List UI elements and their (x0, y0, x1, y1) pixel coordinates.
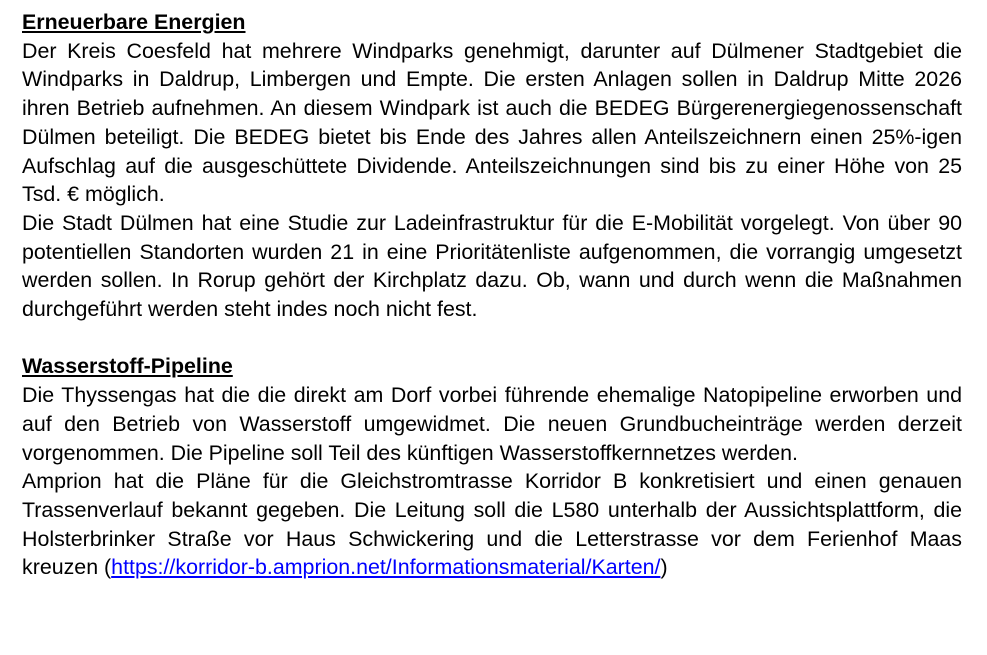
paragraph-amprion-suffix: ) (660, 555, 668, 580)
paragraph-thyssengas: Die Thyssengas hat die die direkt am Dorf vorbei führende ehemalige Natopipeline erworben und auf den Betrieb von Wasserstoff umgewidmet. Die neuen Grundbucheinträge werden derzeit vorgenommen. Die Pipeline soll Teil des künftigen Wasserstoffkernnetzes werden. (22, 383, 962, 465)
section-spacer (22, 324, 962, 353)
paragraph-windparks: Der Kreis Coesfeld hat mehrere Windparks genehmigt, darunter auf Dülmener Stadtgebiet die Windparks in Daldrup, Limbergen und Empte. Die ersten Anlagen sollen in Daldrup Mitte 2026 ihren Betrieb aufnehmen. An diesem Windpark ist auch die BEDEG Bürgerenergiegenossenschaft Dülmen beteiligt. Die BEDEG bietet bis Ende des Jahres allen Anteilszeichnern einen 25%-igen Aufschlag auf die ausgeschüttete Dividende. Anteilszeichnungen sind bis zu einer Höhe von 25 Tsd. € möglich. (22, 38, 962, 207)
section-heading-wasserstoff-pipeline: Wasserstoff-Pipeline (22, 354, 233, 379)
paragraph-ladeinfrastruktur: Die Stadt Dülmen hat eine Studie zur Ladeinfrastruktur für die E-Mobilität vorgelegt. Von über 90 potentiellen Standorten wurden 21 in eine Prioritätenliste aufgenommen, die vorrangig umgesetzt werden sollen. In Rorup gehört der Kirchplatz dazu. Ob, wann und durch wenn die Maßnahmen durchgeführt werden steht indes noch nicht fest. (22, 210, 962, 322)
section-heading-erneuerbare-energien: Erneuerbare Energien (22, 10, 246, 34)
paragraph-amprion-text: Amprion hat die Pläne für die Gleichstromtrasse Korridor B konkretisiert und einen genauen Trassenverlauf bekannt gegeben. Die Leitung soll die L580 unterhalb der Aussichtsplattform, die Holsterbrinker Straße vor Haus Schwickering und die Letterstrasse vor dem Ferienhof Maas kreuzen ( (22, 469, 962, 580)
paragraph-amprion (22, 467, 962, 582)
document-body (22, 8, 962, 582)
amprion-link[interactable]: https://korridor-b.amprion.net/Informationsmaterial/Karten/ (111, 555, 661, 580)
